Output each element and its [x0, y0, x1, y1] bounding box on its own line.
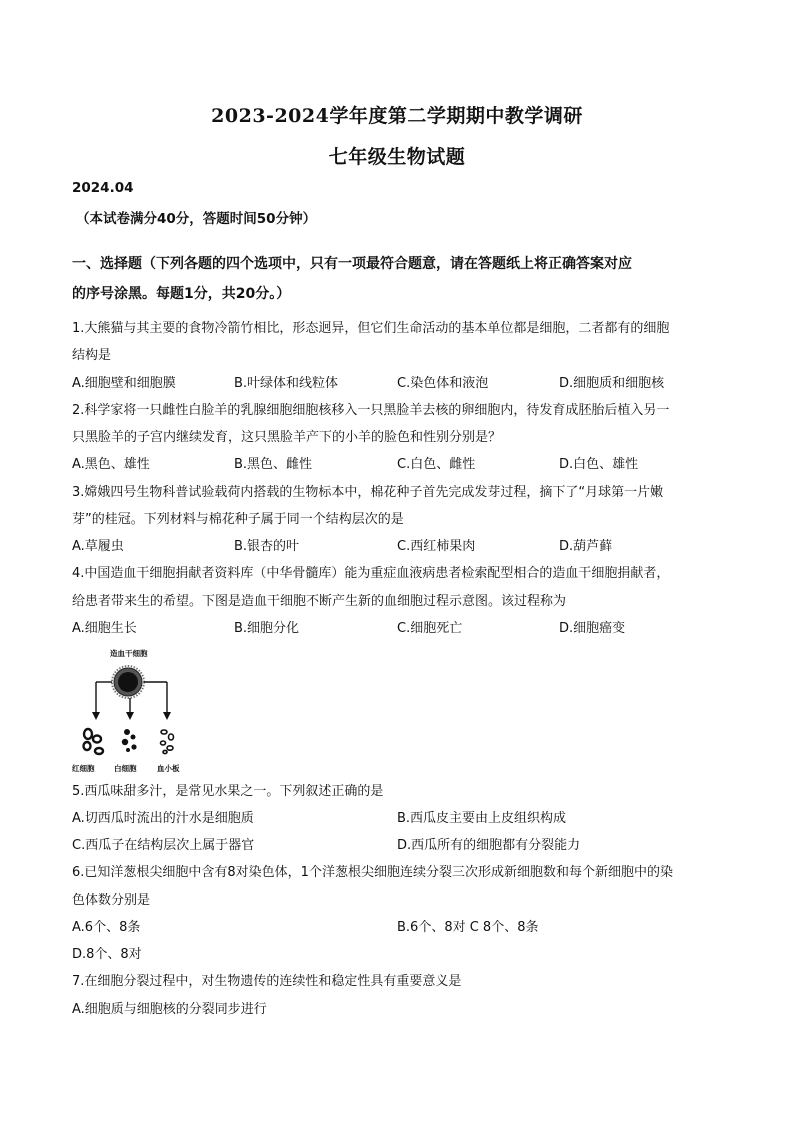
- q7-stem-line1: 7.在细胞分裂过程中，对生物遗传的连续性和稳定性具有重要意义是: [72, 974, 462, 989]
- q3-option-b: B.银杏的叶: [234, 539, 300, 554]
- q2-stem-line1: 2.科学家将一只雌性白脸羊的乳腺细胞细胞核移入一只黑脸羊去核的卵细胞内，待发育成胚胎后植入另一: [72, 403, 670, 418]
- q3-option-d: D.葫芦藓: [559, 539, 613, 554]
- arrowheads-icon: [92, 712, 171, 720]
- q2-stem-line2: 只黑脸羊的子宫内继续发育，这只黑脸羊产下的小羊的脸色和性别分别是？: [72, 430, 502, 445]
- q1-option-a: A.细胞壁和细胞膜: [72, 376, 176, 391]
- q2-option-d: D.白色、雄性: [559, 457, 639, 472]
- q1-option-c: C.染色体和液泡: [397, 376, 489, 391]
- q3-option-c: C.西红柿果肉: [397, 539, 476, 554]
- q1-option-b: B.叶绿体和线粒体: [234, 376, 339, 391]
- section-heading-line1: 一、选择题（下列各题的四个选项中，只有一项最符合题意，请在答题纸上将正确答案对应: [72, 256, 632, 272]
- q4-option-a: A.细胞生长: [72, 621, 137, 636]
- q1-option-d: D.细胞质和细胞核: [559, 376, 665, 391]
- diagram-label-stem-cell: 造血干细胞: [110, 649, 148, 658]
- q6-option-bc: B.6个、8对 C 8个、8条: [397, 920, 539, 935]
- white-blood-cells-icon: [122, 729, 137, 752]
- q3-option-a: A.草履虫: [72, 539, 124, 554]
- platelets-icon: [161, 730, 174, 754]
- q1-stem-line1: 1.大熊猫与其主要的食物冷箭竹相比，形态迥异，但它们生命活动的基本单位都是细胞，二者都有的细胞: [72, 321, 670, 336]
- q5-option-d: D.西瓜所有的细胞都有分裂能力: [397, 838, 581, 853]
- q7-option-a: A.细胞质与细胞核的分裂同步进行: [72, 1002, 267, 1017]
- q6-option-a: A.6个、8条: [72, 920, 141, 935]
- q5-option-c: C.西瓜子在结构层次上属于器官: [72, 838, 255, 853]
- exam-note: （本试卷满分40分，答题时间50分钟）: [76, 211, 317, 227]
- q1-stem-line2: 结构是: [72, 348, 112, 363]
- section-heading-line2: 的序号涂黑。每题1分，共20分。）: [72, 286, 291, 302]
- q3-stem-line2: 芽”的桂冠。下列材料与棉花种子属于同一个结构层次的是: [72, 512, 404, 527]
- diagram-label-red-cell: 红细胞: [72, 764, 95, 773]
- q2-option-c: C.白色、雌性: [397, 457, 476, 472]
- diagram-label-white-cell: 白细胞: [114, 764, 137, 773]
- q5-option-a: A.切西瓜时流出的汁水是细胞质: [72, 811, 254, 826]
- diagram-drawing: [70, 646, 200, 774]
- q2-option-a: A.黑色、雄性: [72, 457, 150, 472]
- stem-cell-diagram: [70, 646, 200, 774]
- q2-option-b: B.黑色、雌性: [234, 457, 313, 472]
- q4-stem-line2: 给患者带来生的希望。下图是造血干细胞不断产生新的血细胞过程示意图。该过程称为: [72, 594, 567, 609]
- q5-stem-line1: 5.西瓜味甜多汁，是常见水果之一。下列叙述正确的是: [72, 784, 384, 799]
- diagram-label-platelet: 血小板: [157, 764, 180, 773]
- stem-cell-icon: [112, 666, 144, 698]
- q4-option-b: B.细胞分化: [234, 621, 300, 636]
- exam-date: 2024.04: [72, 180, 134, 196]
- q4-option-c: C.细胞死亡: [397, 621, 463, 636]
- q4-stem-line1: 4.中国造血干细胞捐献者资料库（中华骨髓库）能为重症血液病患者检索配型相合的造血干细胞捐献者，: [72, 566, 670, 581]
- q5-option-b: B.西瓜皮主要由上皮组织构成: [397, 811, 567, 826]
- q3-stem-line1: 3.嫦娥四号生物科普试验载荷内搭载的生物标本中，棉花种子首先完成发芽过程，摘下了“月球第一片嫩: [72, 485, 664, 500]
- red-blood-cells-icon: [84, 729, 104, 754]
- exam-subtitle: 七年级生物试题: [328, 146, 466, 168]
- exam-title: 2023-2024学年度第二学期期中教学调研: [211, 105, 583, 127]
- q6-stem-line1: 6.已知洋葱根尖细胞中含有8对染色体，1个洋葱根尖细胞连续分裂三次形成新细胞数和每个新细胞中的染: [72, 865, 673, 880]
- q6-option-d: D.8个、8对: [72, 947, 142, 962]
- q6-stem-line2: 色体数分别是: [72, 893, 151, 908]
- q4-option-d: D.细胞癌变: [559, 621, 626, 636]
